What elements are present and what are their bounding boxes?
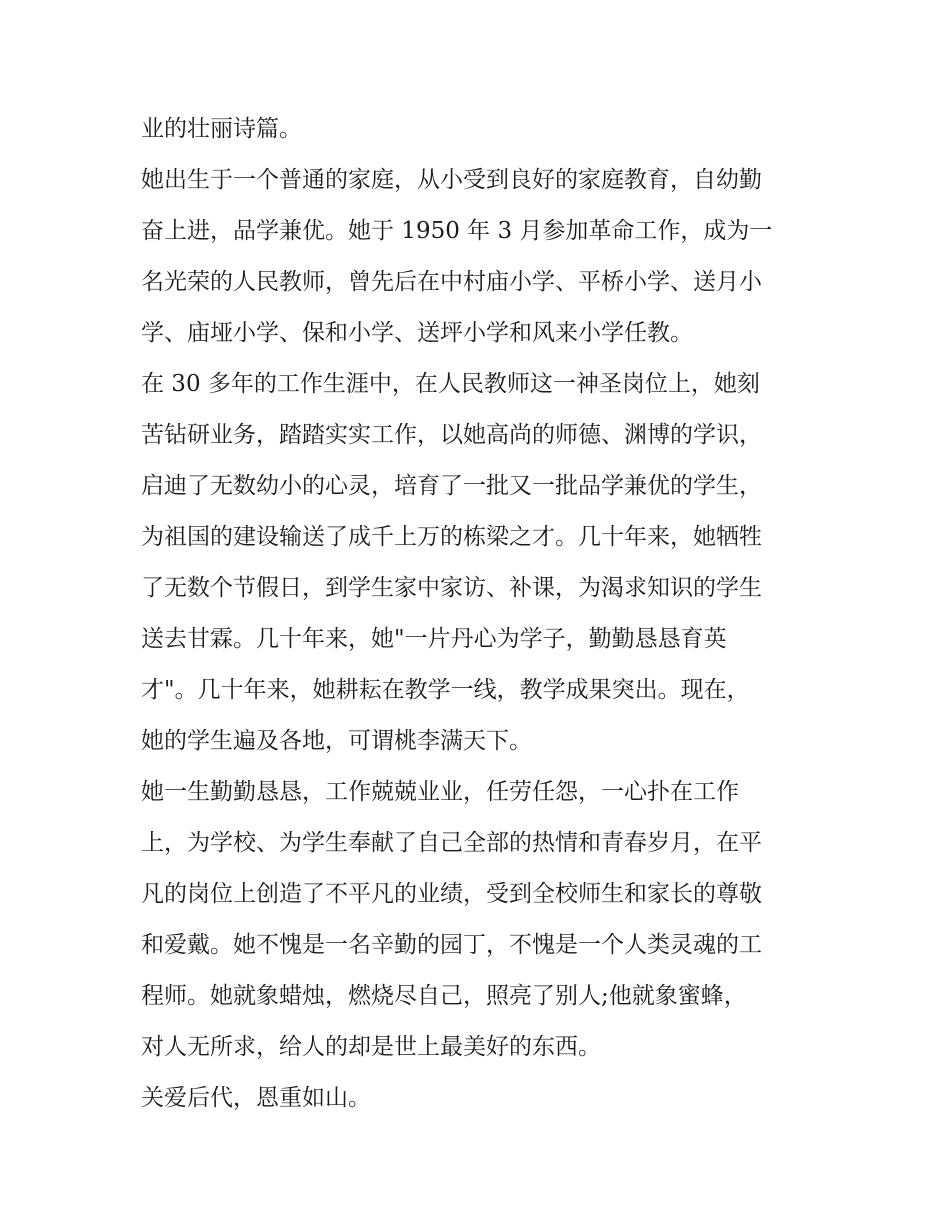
text-line: 送去甘霖。几十年来，她"一片丹心为学子，勤勤恳恳育英 (141, 626, 727, 652)
text-line: 才"。几十年来，她耕耘在教学一线，教学成果突出。现在， (141, 677, 750, 703)
text-line: 在 30 多年的工作生涯中，在人民教师这一神圣岗位上，她刻 (141, 371, 760, 397)
text-line: 了无数个节假日，到学生家中家访、补课，为渴求知识的学生 (141, 575, 762, 601)
text-line: 她一生勤勤恳恳，工作兢兢业业，任劳任怨，一心扑在工作 (141, 779, 739, 805)
text-line: 她的学生遍及各地，可谓桃李满天下。 (141, 728, 532, 754)
text-line: 她出生于一个普通的家庭，从小受到良好的家庭教育，自幼勤 (141, 167, 762, 193)
text-line: 凡的岗位上创造了不平凡的业绩，受到全校师生和家长的尊敬 (141, 881, 762, 907)
text-line: 程师。她就象蜡烛，燃烧尽自己，照亮了别人;他就象蜜蜂， (141, 983, 747, 1009)
text-line: 上，为学校、为学生奉献了自己全部的热情和青春岁月，在平 (141, 830, 762, 856)
text-line: 和爱戴。她不愧是一名辛勤的园丁，不愧是一个人类灵魂的工 (141, 932, 762, 958)
text-line: 业的壮丽诗篇。 (141, 116, 302, 142)
text-line: 学、庙垭小学、保和小学、送坪小学和风来小学任教。 (141, 320, 693, 346)
text-line: 关爱后代，恩重如山。 (141, 1085, 371, 1111)
text-line: 苦钻研业务，踏踏实实工作，以她高尚的师德、渊博的学识， (141, 422, 762, 448)
text-line: 对人无所求，给人的却是世上最美好的东西。 (141, 1034, 601, 1060)
text-line: 启迪了无数幼小的心灵，培育了一批又一批品学兼优的学生， (141, 473, 762, 499)
text-line: 为祖国的建设输送了成千上万的栋梁之才。几十年来，她牺牲 (141, 524, 762, 550)
text-line: 奋上进，品学兼优。她于 1950 年 3 月参加革命工作，成为一 (141, 218, 773, 244)
body-text (141, 104, 821, 1124)
text-line: 名光荣的人民教师，曾先后在中村庙小学、平桥小学、送月小 (141, 269, 762, 295)
